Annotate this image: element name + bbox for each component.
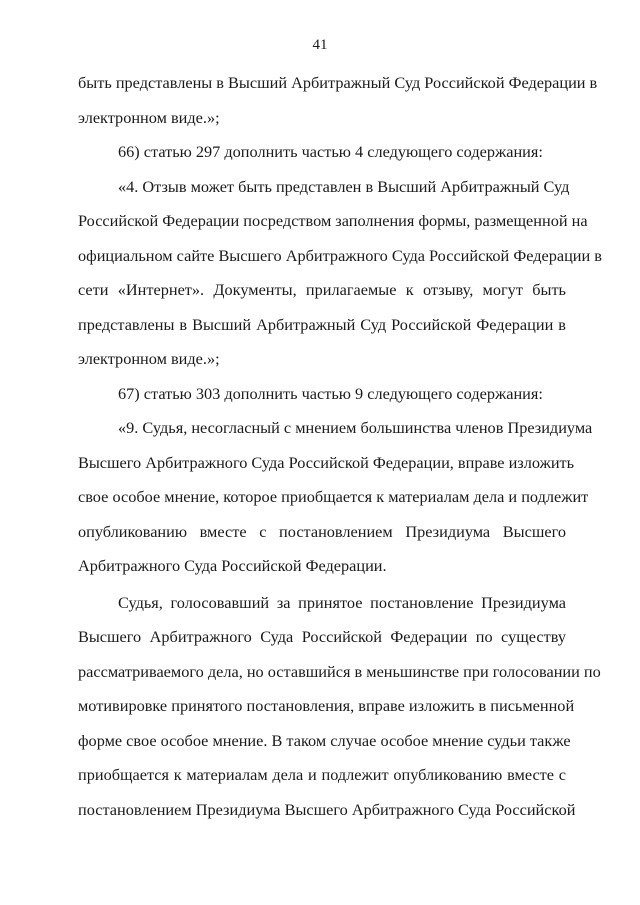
text-line: электронном виде.»; <box>78 349 220 368</box>
text-line: опубликованию вместе с постановлением Президиума Высшего <box>78 522 566 541</box>
text-line: представлены в Высший Арбитражный Суд Российской Федерации в <box>78 315 566 334</box>
text-line: форме свое особое мнение. В таком случае особое мнение судьи также <box>78 731 571 750</box>
text-line: Арбитражного Суда Российской Федерации. <box>78 556 387 575</box>
text-line: 66) статью 297 дополнить частью 4 следующего содержания: <box>118 142 543 161</box>
text-line: Российской Федерации посредством заполнения формы, размещенной на <box>78 211 588 230</box>
text-line: свое особое мнение, которое приобщается к материалам дела и подлежит <box>78 487 589 506</box>
text-line: Высшего Арбитражного Суда Российской Федерации по существу <box>78 627 566 646</box>
text-line: «9. Судья, несогласный с мнением большинства членов Президиума <box>118 418 593 437</box>
text-line: сети «Интернет». Документы, прилагаемые к отзыву, могут быть <box>78 280 566 299</box>
text-line: электронном виде.»; <box>78 108 220 127</box>
text-line: приобщается к материалам дела и подлежит опубликованию вместе с <box>78 765 566 784</box>
text-line: постановлением Президиума Высшего Арбитражного Суда Российской <box>78 800 576 819</box>
text-line: Судья, голосовавший за принятое постановление Президиума <box>118 593 566 612</box>
text-line: Высшего Арбитражного Суда Российской Федерации, вправе изложить <box>78 453 575 472</box>
text-line: официальном сайте Высшего Арбитражного Суда Российской Федерации в <box>78 246 602 265</box>
text-line: быть представлены в Высший Арбитражный Суд Российской Федерации в <box>78 73 598 92</box>
text-line: «4. Отзыв может быть представлен в Высший Арбитражный Суд <box>118 177 570 196</box>
page-number: 41 <box>312 37 328 53</box>
text-line: мотивировке принятого постановления, вправе изложить в письменной <box>78 696 575 715</box>
text-line: 67) статью 303 дополнить частью 9 следующего содержания: <box>118 384 543 403</box>
text-line: рассматриваемого дела, но оставшийся в меньшинстве при голосовании по <box>78 662 601 681</box>
